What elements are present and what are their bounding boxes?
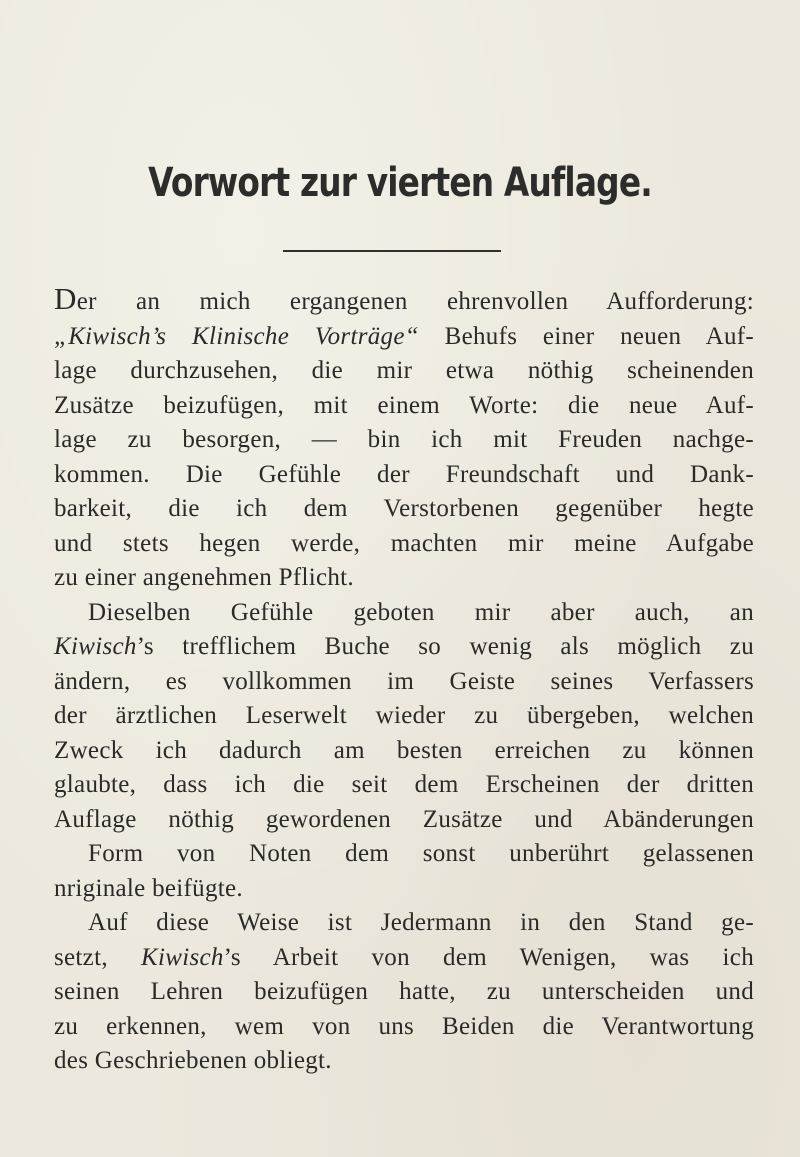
text-line: kommen. Die Gefühle der Freundschaft und Dank-	[54, 460, 754, 488]
text-line: und stets hegen werde, machten mir meine Aufgabe	[54, 529, 754, 557]
text-line: zu erkennen, wem von uns Beiden die Verantwortung	[54, 1012, 754, 1040]
text-line: Zusätze beizufügen, mit einem Worte: die neue Auf-	[54, 391, 754, 419]
text-line: ändern, es vollkommen im Geiste seines Verfassers	[54, 667, 754, 695]
paragraph	[54, 596, 754, 907]
preface-body	[54, 282, 754, 1079]
text-line: Zweck ich dadurch am besten erreichen zu können	[54, 736, 754, 764]
text-line: „Kiwisch’s Klinische Vorträge“ Behufs einer neuen Auf-	[54, 322, 754, 350]
text-line: lage durchzusehen, die mir etwa nöthig scheinenden	[54, 357, 754, 384]
text-line: Auf diese Weise ist Jedermann in den Stand ge-	[88, 909, 754, 936]
text-line: Kiwisch’s trefflichem Buche so wenig als möglich zu	[54, 633, 754, 660]
text-line: Form von Noten dem sonst unberührt gelassenen	[88, 840, 754, 867]
text-line: der ärztlichen Leserwelt wieder zu übergeben, welchen	[54, 702, 754, 729]
text-line: Auflage nöthig gewordenen Zusätze und Abänderungen	[54, 805, 754, 833]
text-line: seinen Lehren beizufügen hatte, zu unterscheiden und	[54, 978, 754, 1005]
text-line: zu einer angenehmen Pflicht.	[54, 564, 354, 591]
paragraph	[54, 282, 754, 596]
author-name: Kiwisch	[141, 943, 224, 971]
text-line: barkeit, die ich dem Verstorbenen gegenüber hegte	[54, 495, 754, 522]
text-line: Dieselben Gefühle geboten mir aber auch, an	[88, 598, 754, 626]
author-name: Kiwisch	[54, 633, 137, 660]
title-rule	[283, 250, 501, 252]
text-line: glaubte, dass ich die seit dem Erscheinen der dritten	[54, 771, 754, 798]
text-line: lage zu besorgen, — bin ich mit Freuden nachge-	[54, 426, 754, 453]
book-title-reference: „Kiwisch’s Klinische Vorträge“	[54, 322, 419, 350]
text-line: nriginale beifügte.	[54, 874, 243, 902]
text-line: Der an mich ergangenen ehrenvollen Aufforderung:	[54, 281, 754, 316]
text-line: setzt, Kiwisch’s Arbeit von dem Wenigen, was ich	[54, 943, 754, 971]
paragraph	[54, 906, 754, 1079]
initial-letter: D	[54, 281, 77, 316]
text-line: des Geschriebenen obliegt.	[54, 1047, 332, 1074]
page-title: Vorwort zur vierten Auflage.	[148, 160, 652, 206]
